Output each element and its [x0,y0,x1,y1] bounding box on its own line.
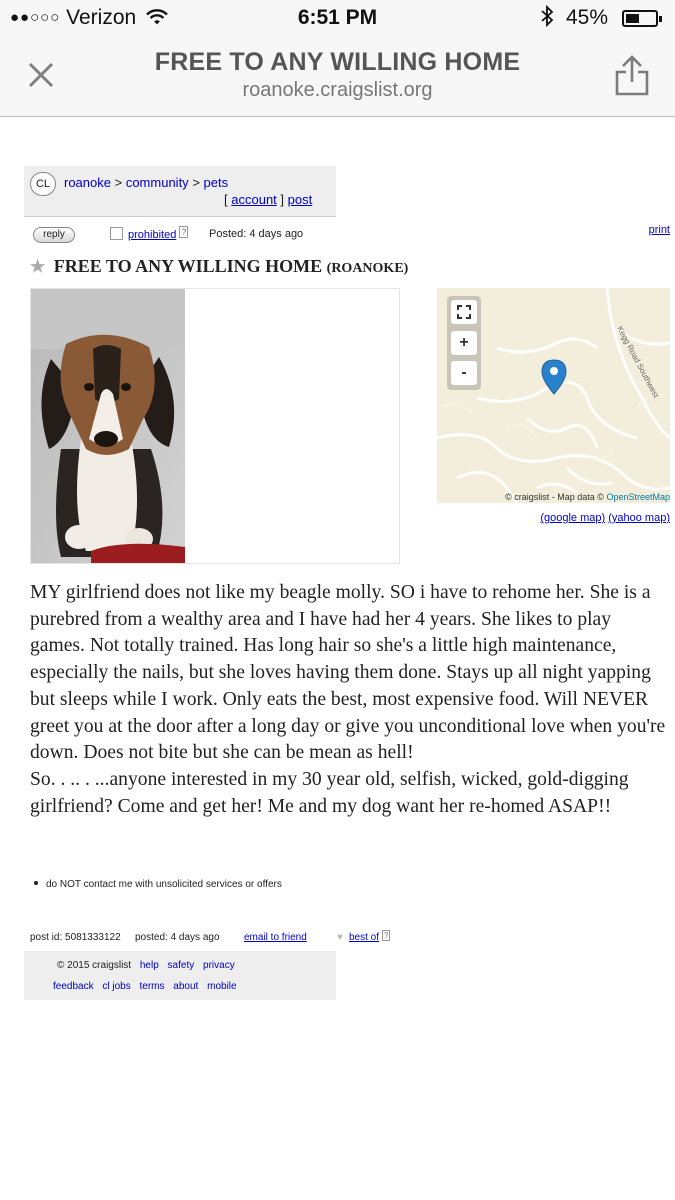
openstreetmap-link[interactable]: OpenStreetMap [606,492,670,502]
best-of-help-icon[interactable]: ? [384,931,389,940]
beagle-photo[interactable] [31,289,185,563]
map-attribution [437,492,670,502]
breadcrumb-community[interactable]: community [125,175,189,190]
breadcrumb-pets[interactable]: pets [203,175,229,190]
google-map-link[interactable]: (google map) [540,512,606,524]
flag-checkbox[interactable] [110,227,123,240]
post-id: post id: 5081333122 [30,932,121,943]
footer-row [57,960,235,971]
map-attribution-text: © craigslist - Map data © [505,492,604,502]
post-date: posted: 4 days ago [135,932,220,943]
breadcrumb-separator: > [114,175,123,190]
footer-row [53,981,237,992]
bracket: [ [224,192,228,207]
favorite-star-icon[interactable]: ★ [30,257,46,276]
footer-link-mobile[interactable]: mobile [207,981,237,992]
posting-title-text: FREE TO ANY WILLING HOME [53,256,323,276]
posting-title [30,256,408,277]
footer-link-help[interactable]: help [139,960,159,971]
page-title: FREE TO ANY WILLING HOME [154,48,521,76]
zoom-in-button[interactable]: + [451,331,477,355]
prohibited-link[interactable]: prohibited [128,229,177,241]
yahoo-map-link[interactable]: (yahoo map) [608,512,670,524]
breadcrumb-roanoke[interactable]: roanoke [64,175,111,190]
close-icon[interactable] [22,56,60,94]
map-road-label: Kegg Road Southwest [615,324,661,400]
footer-link-terms[interactable]: terms [139,981,165,992]
clock: 6:51 PM [297,6,378,29]
post-link[interactable]: post [287,192,313,207]
battery-icon [622,10,658,27]
craigslist-logo[interactable]: CL [30,172,56,196]
battery-level [626,14,639,23]
footer-link-safety[interactable]: safety [167,960,195,971]
posting-paragraph: So. . .. . ...anyone interested in my 30 year old, selfish, wicked, gold-digging girlfriend? Come and get her! Me and my dog want her re-homed ASAP!! [30,768,629,817]
breadcrumb [24,166,336,217]
account-links [224,192,312,207]
posting-location: (ROANOKE) [326,261,409,276]
bracket: ] [280,192,285,207]
carrier-name: Verizon [66,6,137,29]
reply-button[interactable]: reply [33,227,75,243]
flag-prohibited [110,227,188,241]
signal-strength-icon: ●●○○○ [10,9,61,26]
copyright: © 2015 craigslist [57,960,132,971]
best-of-link[interactable]: best of [349,932,380,943]
email-to-friend-link[interactable]: email to friend [244,932,307,943]
status-bar [0,0,675,38]
battery-percent: 45% [566,6,609,29]
footer-link-privacy[interactable]: privacy [203,960,235,971]
location-map[interactable] [437,288,670,503]
print-link[interactable]: print [648,224,670,236]
posting-toolbar [24,224,674,244]
fullscreen-icon[interactable] [451,300,477,324]
bluetooth-icon [540,5,554,33]
browser-header [0,38,675,117]
site-footer [24,951,336,1000]
prohibited-help-icon[interactable]: ? [181,227,187,237]
notice-item: do NOT contact me with unsolicited services or offers [46,879,282,890]
footer-link-feedback[interactable]: feedback [53,981,94,992]
notice-list [30,879,282,890]
external-map-links [437,512,670,524]
account-link[interactable]: account [231,192,277,207]
posted-date: Posted: 4 days ago [209,228,304,240]
post-info-bar [24,926,444,950]
footer-link-cl-jobs[interactable]: cl jobs [102,981,131,992]
heart-icon: ♥ [337,932,343,943]
bullet [34,881,38,885]
image-gallery [30,288,400,564]
share-icon[interactable] [612,54,652,98]
zoom-out-button[interactable]: - [451,361,477,385]
map-controls [447,296,481,390]
breadcrumb-separator: > [192,175,200,190]
breadcrumb-links [64,175,228,190]
posting-paragraph: MY girlfriend does not like my beagle molly. SO i have to rehome her. She is a purebred from a wealthy area and I have had her 4 years. She likes to play games. Not totally trained. Has long hair so she's a little high maintenance, especially the nails, but she loves having them done. Stays up all night yapping but sleeps while I work. Only eats the best, most expensive food. Will NEVER greet you at the door after a long day or give you unconditional love when you're down. Does not bite but she can be mean as hell! [30,582,666,764]
posting-body [30,580,670,820]
footer-link-about[interactable]: about [173,981,199,992]
page-url[interactable]: roanoke.craigslist.org [242,79,433,101]
